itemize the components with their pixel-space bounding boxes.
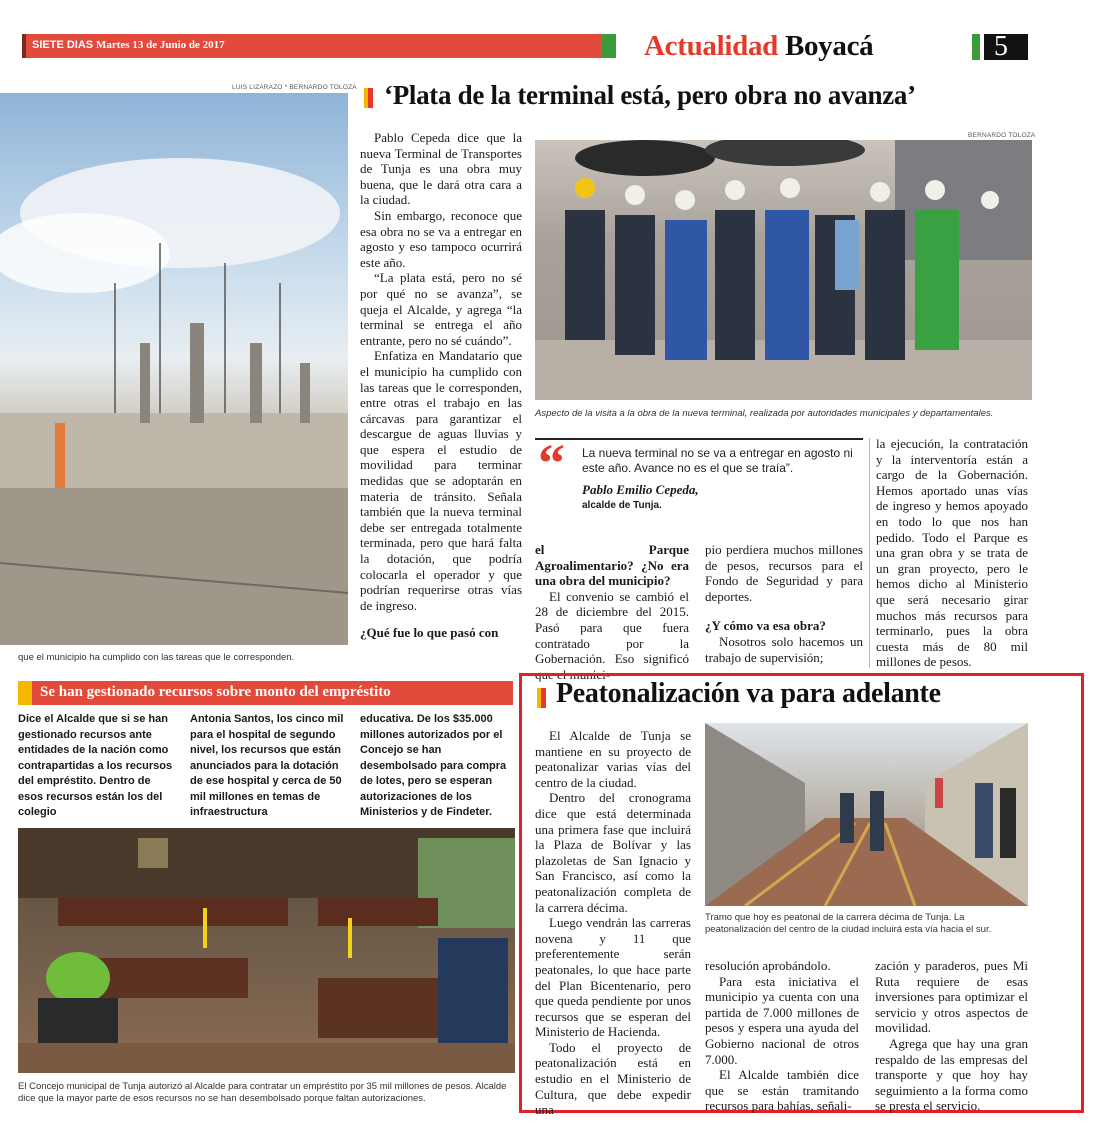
paragraph: El Alcalde de Tunja se mantiene en su proyecto de peatonalizar varias vías del centro de la ciudad. [535, 728, 691, 790]
paragraph: El Alcalde también dice que se están tramitando recursos para bahías, señali- [705, 1067, 859, 1114]
loan-headline: Se han gestionado recursos sobre monto del empréstito [40, 684, 391, 700]
question: ¿Qué fue lo que pasó con [360, 625, 499, 641]
loan-column-3: educativa. De los $35.000 millones autorizados por el Concejo se han desembolsado para compra de lotes, pero se esperan autorizaciones de los Ministerios y de Findeter. [360, 713, 507, 818]
ped-column-1 [535, 728, 691, 1118]
loan-headline-marker [18, 681, 32, 705]
paragraph: Agrega que hay una gran respaldo de las empresas del transporte y que hoy hay seguimiento a la forma como se presta el servicio. [875, 1035, 1028, 1114]
paragraph: Para esta iniciativa el municipio ya cuenta con una partida de 7.000 millones de pesos y espera una ayuda del Gobierno nacional de otros 7.000. [705, 973, 859, 1067]
street-photo-caption: Tramo que hoy es peatonal de la carrera décima de Tunja. La peatonalización del centro de la ciudad incluirá esta vía hacia el sur. [705, 912, 992, 935]
photo-credit-left: LUIS LIZARAZO * BERNARDO TOLOZA [232, 84, 357, 91]
street-photo [705, 723, 1028, 906]
masthead-category [644, 30, 873, 63]
top-story-column-4 [876, 436, 1028, 670]
paragraph: Dentro del cronograma dice que está determinada una primera fase que incluirá la Plaza de Bolívar y las plazoletas de San Ignacio y San Francisco, así como la peatonalización completa de la carrera décima. [535, 790, 691, 915]
top-headline-marker [364, 88, 373, 113]
masthead-section: SIETE DIAS [32, 39, 94, 51]
ped-column-2 [705, 958, 859, 1114]
paragraph: resolución aprobándolo. [705, 958, 831, 973]
paragraph: zación y paraderos, pues Mi Ruta requiere de esas inversiones para optimizar el servicio y otros aspectos de movilidad. [875, 958, 1028, 1036]
column-rule [869, 438, 870, 668]
quote-role: alcalde de Tunja. [582, 500, 662, 511]
question: ¿Y cómo va esa obra? [705, 618, 826, 634]
top-headline: ‘Plata de la terminal está, pero obra no avanza’ [384, 80, 916, 110]
paragraph: “La plata está, pero no sé por qué no se avanza”, se queja el Alcalde, y agrega “la terminal se entrega el año entrante, pero no sé cuándo”. [360, 270, 522, 348]
construction-caption: que el municipio ha cumplido con las tareas que le corresponden. [18, 652, 295, 663]
ped-headline: Peatonalización va para adelante [556, 678, 941, 709]
paragraph: pio perdiera muchos millones de pesos, recursos para el Fondo de Seguridad y para deportes. [705, 542, 863, 604]
masthead-date: Martes 13 de Junio de 2017 [96, 39, 225, 51]
ped-column-3 [875, 958, 1028, 1114]
visit-photo [535, 140, 1032, 400]
paragraph: El convenio se cambió el 28 de diciembre del 2015. Pasó para que fuera contratado por la Gobernación. Eso significó que el munici- [535, 588, 689, 682]
photo-credit-right: BERNARDO TOLOZA [968, 132, 1036, 139]
paragraph: Luego vendrán las carreras novena y 11 que preferentemente serán peatonales, lo que hace parte del Plan Bicentenario, pero que queda pendiente por unos recursos que se esperan del Ministerio de Hacienda. [535, 915, 691, 1040]
council-photo-caption: El Concejo municipal de Tunja autorizó al Alcalde para contratar un empréstito por 35 mil millones de pesos. Alcalde dice que la mayor parte de esos recursos no se han desembolsado porque faltan autorizaciones. [18, 1081, 507, 1104]
council-illustration [18, 828, 515, 1073]
quote-rule [535, 438, 863, 440]
loan-column-2: Antonia Santos, los cinco mil para el hospital de segundo nivel, los recursos que están anunciados para la dotación de ese hospital y cerca de 50 mil millones en temas de infraestructura [190, 713, 344, 818]
street-illustration [705, 723, 1028, 906]
loan-column-1: Dice el Alcalde que si se han gestionado recursos ante entidades de la nación como contrapartidas a los recursos del empréstito. Dentro de esos recursos están los del colegio [18, 713, 173, 818]
category-actualidad: Actualidad [644, 30, 778, 62]
quote-mark: “ [538, 433, 565, 493]
top-story-column-1 [360, 130, 522, 641]
paragraph: la ejecución, la contratación y la interventoría están a cargo de la Gobernación. Hemos aportado unas vías de ingreso y hemos apoyado en todo lo que nos han pedido. Todo el Parque es una gran obra y se trata de un gran proyecto, pero le hemos dicho al Ministerio que será necesario girar muchos más recursos para terminarlo, pues la obra cuesta más de 80 mil millones de pesos. [876, 436, 1028, 670]
category-boyaca: Boyacá [784, 30, 874, 62]
masthead-band-end [602, 34, 616, 58]
top-story-column-3 [705, 542, 863, 665]
paragraph: Pablo Cepeda dice que la nueva Terminal de Transportes de Tunja es una obra muy buena, que le dará otra cara a la ciudad. [360, 130, 522, 208]
paragraph: Sin embargo, reconoce que esa obra no se va a entregar en agosto y eso tampoco ocurrirá este año. [360, 207, 522, 270]
page-number: 5 [994, 31, 1008, 62]
page-number-marker [972, 34, 980, 60]
quote-text: La nueva terminal no se va a entregar en agosto ni este año. Avance no es el que se traía”. [582, 446, 853, 475]
visit-illustration [535, 140, 1032, 400]
top-story-column-2 [535, 542, 689, 682]
quote-author: Pablo Emilio Cepeda, [582, 482, 699, 497]
paragraph: Todo el proyecto de peatonalización está en estudio en el Ministerio de Cultura, que debe expedir una [535, 1039, 691, 1118]
ped-headline-marker [537, 688, 546, 713]
paragraph: Nosotros solo hacemos un trabajo de supervisión; [705, 633, 863, 665]
question: el Parque Agroalimentario? ¿No era una obra del municipio? [535, 542, 689, 589]
construction-illustration [0, 93, 348, 645]
council-photo [18, 828, 515, 1073]
construction-photo [0, 93, 348, 645]
visit-photo-caption: Aspecto de la visita a la obra de la nueva terminal, realizada por autoridades municipales y departamentales. [535, 408, 994, 419]
paragraph: Enfatiza en Mandatario que el municipio ha cumplido con las tareas que le corresponden, entre otras el trabajo en las cárcavas para garantizar el descargue de aguas lluvias y que espera el estudio de movilidad para terminar medidas que se adoptarán en materia de tránsito. Señala también que la nueva terminal debe ser entregada totalmente terminada, pero que hará falta la dotación, que podría colocarla el operador y que podrían requerirse otras vías de ingreso. [360, 348, 522, 613]
